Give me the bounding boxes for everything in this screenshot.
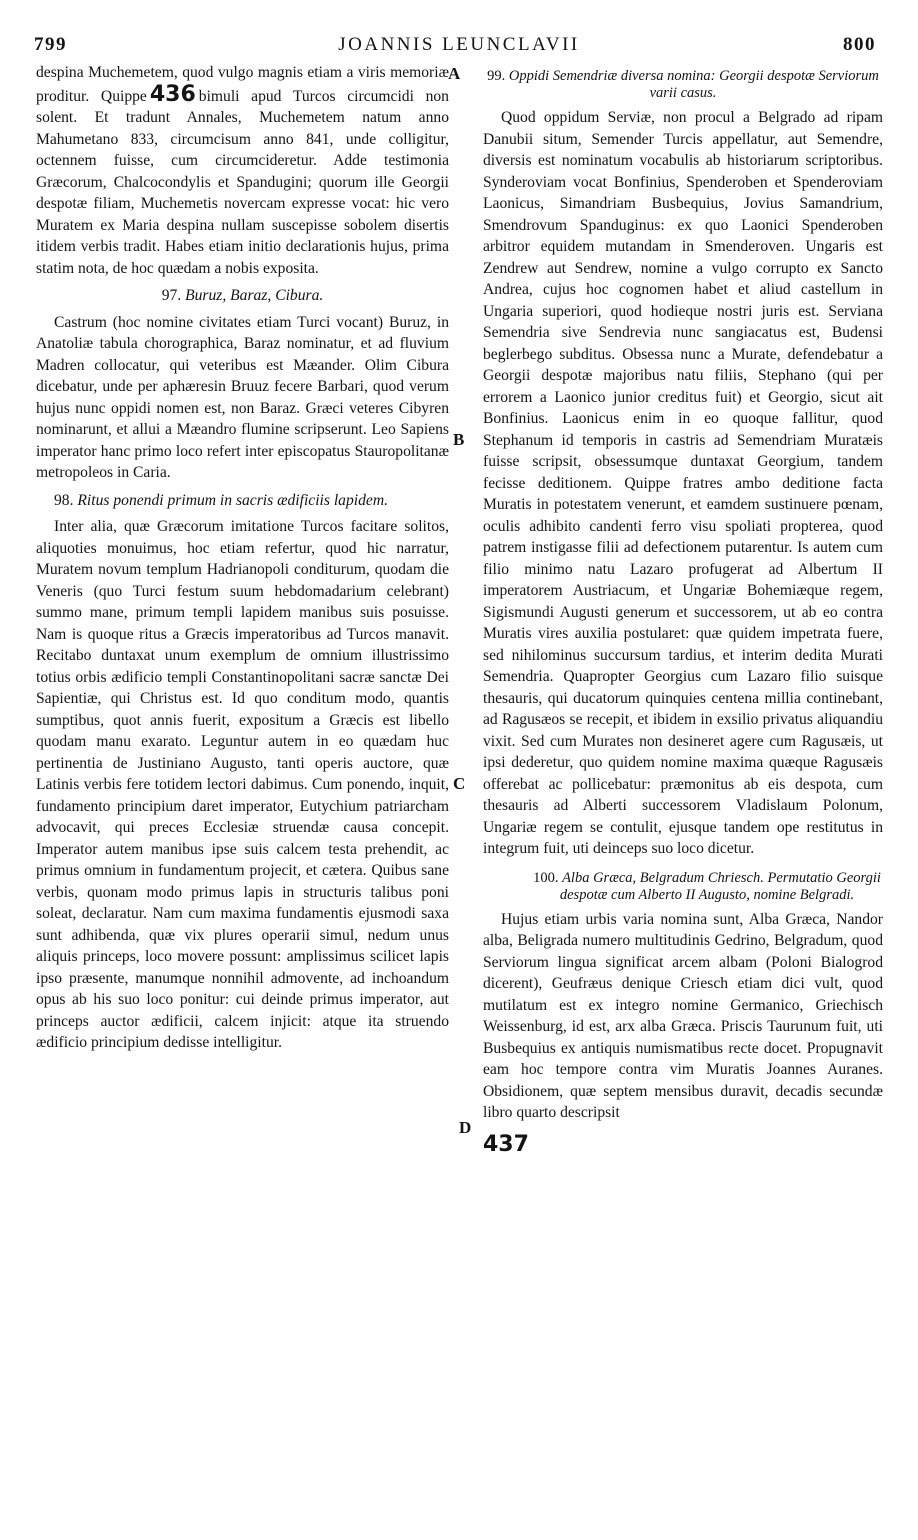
- paragraph-text: despina Muchemetem, quod vulgo magnis etiam a viris memoriæ proditur. Quippe: [36, 64, 449, 105]
- left-column: [36, 62, 449, 1054]
- paragraph-99: Quod oppidum Serviæ, non procul a Belgrado ad ripam Danubii situm, Semender Turcis appellatur, aut Semendre, diversis est nominatum vocabulis ab historiarum scriptoribus. Synderoviam vocat Bonfinius, Spenderoben et Spenderoviam Laonicus, Simandriam Busbequius, Jovius Samandrium, Smendrovum Spanduginus: ex quo Laonici Spenderoben arbitror equidem mutandam in Smenderoven. Ungaris est Zendrew aut Sendrew, nomine a vulgo corrupto ex Sancto Andrea, cujus hoc cognomen habet et aliud castellum in Ungaria superiori, quod hodieque nostri juris est. Serviana Semendria sive Sendrevia nunc sangiacatus est, Budensi beglerbego subditus. Obsessa nunc a Murate, defendebatur a Georgii despotæ majoribus natu filiis, Stephano (qui per errorem a Laonico junior creditus fuit) et Georgio, sicut ait Bonfinius. Laonicus enim in eo quoque fallitur, quod Stephanum id temporis in castris ad Semendriam Muratæis fuisse scripsit, obsessumque duntaxat Georgium, tandem fecisse deditionem. Quippe fratres ambo deditione facta Muratis in potestatem venerunt, et eamdem sustinuere pœnam, oculis adhibito candenti ferro visu spoliati propterea, quod patrem instigasse filii ad defectionem putarentur. Is autem cum filio minimo natu Lazaro profugerat ad Albertum II imperatorem Austriacum, et Ungariæ Bohemiæque regem, Sigismundi Augusti generum et successorem, ut ab eo contra Muratis vires auxilia postularet: quæ quidem impetrata fuere, sed nihilominus succursum tardius, et interim dedita Murati Semendria. Quapropter Georgius cum Lazaro filio suisque thesauris, qui ducatorum quinquies centena millia continebant, ad Ragusæos se recepit, et ibidem in exsilio privatus aliquandiu vixit. Sed cum Murates non desineret agere cum Ragusæis, ut ipsi dederetur, quo quidem nomine maxima quæque Ragusæis offerebat ac pollicebatur: præmonitus ab eis despota, cum thesauris ad Alberti successorem Vladislaum Polonum, Ungariæ regem se contulit, ejusque tandem ope restitutus in integrum fuit, uti deinceps suo loco dicetur.: [483, 109, 883, 857]
- marginal-number-437: 437: [483, 1132, 529, 1157]
- paragraph-97: Castrum (hoc nomine civitates etiam Turci vocant) Buruz, in Anatoliæ tabula chorographica, Baraz nominatur, et ad fluvium Madren collocatur, qui veteribus est Mæander. Olim Cibura dicebatur, unde per aphæresin Bruuz fecere Barbari, quod verum hujus nunc oppidi nomen est, non Baraz. Græci veteres Cibyren nominarunt, et allui a Mæandro flumine scripserunt. Leo Sapiens imperator hanc primo loco refert inter episcopatus Stauropolitanæ metropoleos in Caria.: [36, 313, 449, 481]
- section-heading-98: [36, 490, 449, 512]
- section-title: Buruz, Baraz, Cibura.: [185, 287, 324, 304]
- page-header: [30, 34, 888, 60]
- section-title: Ritus ponendi primum in sacris ædificiis lapidem.: [77, 491, 388, 509]
- paragraph-text: bimuli apud Turcos circumcidi non solent. Et tradunt Annales, Muchemetem natum anno Mahumetano 833, circumcisum anno 841, unde colligitur, octennem fuisse, cum circumcideretur. Adde testimonia Græcorum, Chalcocondylis et Spandugini; quorum ille Georgii despotæ filiam, Muchemetis novercam expresse vocat: hic vero Muratem ex Maria despina nullam suscepisse sobolem disertis itidem verbis tradit. Habes etiam initio declarationis hujus, prima statim nota, de hoc quædam a nobis exposita.: [36, 87, 449, 277]
- section-heading-97: [36, 285, 449, 307]
- right-page-number: 800: [843, 34, 876, 55]
- section-title: Oppidi Semendriæ diversa nomina: Georgii despotæ Serviorum varii casus.: [508, 68, 879, 101]
- margin-letter-a: A: [448, 64, 461, 83]
- left-page-number: 799: [34, 34, 67, 55]
- right-column: [483, 62, 883, 1124]
- section-number: 97.: [161, 287, 182, 304]
- paragraph-100: Hujus etiam urbis varia nomina sunt, Alba Græca, Nandor alba, Beligrada numero multitudinis Gedrino, Belgradum, quod Serviorum lingua significat arcem albam (Poloni Bialogrod dicerent), Geufræus denique Criesch etiam dici vult, quod mutilatum est ex integro nomine Germanico, Griechisch Weissenburg, id est, arx alba Græca. Priscis Taurunum fuit, uti Busbequius ex antiquis numismatibus recte docet. Propugnavit eam hoc tempore contra vim Muratis Joannes Auranes. Obsidionem, quæ septem mensibus duravit, decadis secundæ libro quarto descripsit: [483, 910, 883, 1121]
- section-heading-99: [483, 68, 883, 102]
- section-number: 99.: [487, 68, 506, 84]
- section-title: Alba Græca, Belgradum Chriesch. Permutatio Georgii despotæ cum Alberto II Augusto, nomine Belgradi.: [559, 869, 881, 903]
- running-title: JOANNIS LEUNCLAVII: [338, 34, 580, 55]
- paragraph-96-continued: [36, 62, 449, 279]
- section-number: 98.: [54, 491, 74, 509]
- margin-letter-b: B: [453, 430, 465, 449]
- section-number: 100.: [533, 869, 559, 886]
- margin-letter-d: D: [459, 1118, 472, 1137]
- paragraph-98: Inter alia, quæ Græcorum imitatione Turcos facitare solitos, aliquoties monuimus, hoc etiam refertur, quod hic narratur, Muratem novum templum Hadrianopoli conditurum, quodam die Veneris (quo Turci festum suum hebdomadarium celebrant) summo mane, primum templi lapidem manibus suis posuisse. Nam is quoque ritus a Græcis imperatoribus ad Turcos manavit. Recitabo duntaxat unum exemplum de omnium illustrissimo totius orbis ædificio templi Constantinopolitani sacræ sanctæ Dei Sapientiæ, qui Christus est. Id quo conditum modo, quantis sumptibus, quot annis fuerit, expositum a Græcis est libello quodam manu exarato. Leguntur autem in eo quædam huc pertinentia de Justiniano Augusto, tanti operis auctore, quæ Latinis verbis fere totidem lectori dabimus. Cum ponendo, inquit, fundamento principium daret imperator, Eutychium patriarcham advocavit, qui preces Ecclesiæ struendæ causa concepit. Imperator autem manibus ipse suis calcem testa prehendit, ac primus omnium in fundamentum projecit, et cætera. Quibus sane verbis, quonam modo primus lapis in structuris talibus poni soleat, declaratur. Nam cum maxima fundamentis ejusmodi saxa sunt adhibenda, quæ vix plures operarii simul, nedum unus aliquis princeps, loco movere possunt: amplissimus scilicet lapis ipso præsente, manumque nonnihil admovente, ad inchoandum opus ab his suo loco ponitur: cui deinde primus imperator, aut princeps auctor ædificii, calcem injicit: atque ita struendo ædificio principium dedisse intelligitur.: [36, 518, 449, 1051]
- margin-letter-c: C: [453, 774, 466, 793]
- section-heading-100: [483, 870, 883, 904]
- marginal-number-436: 436: [149, 81, 196, 107]
